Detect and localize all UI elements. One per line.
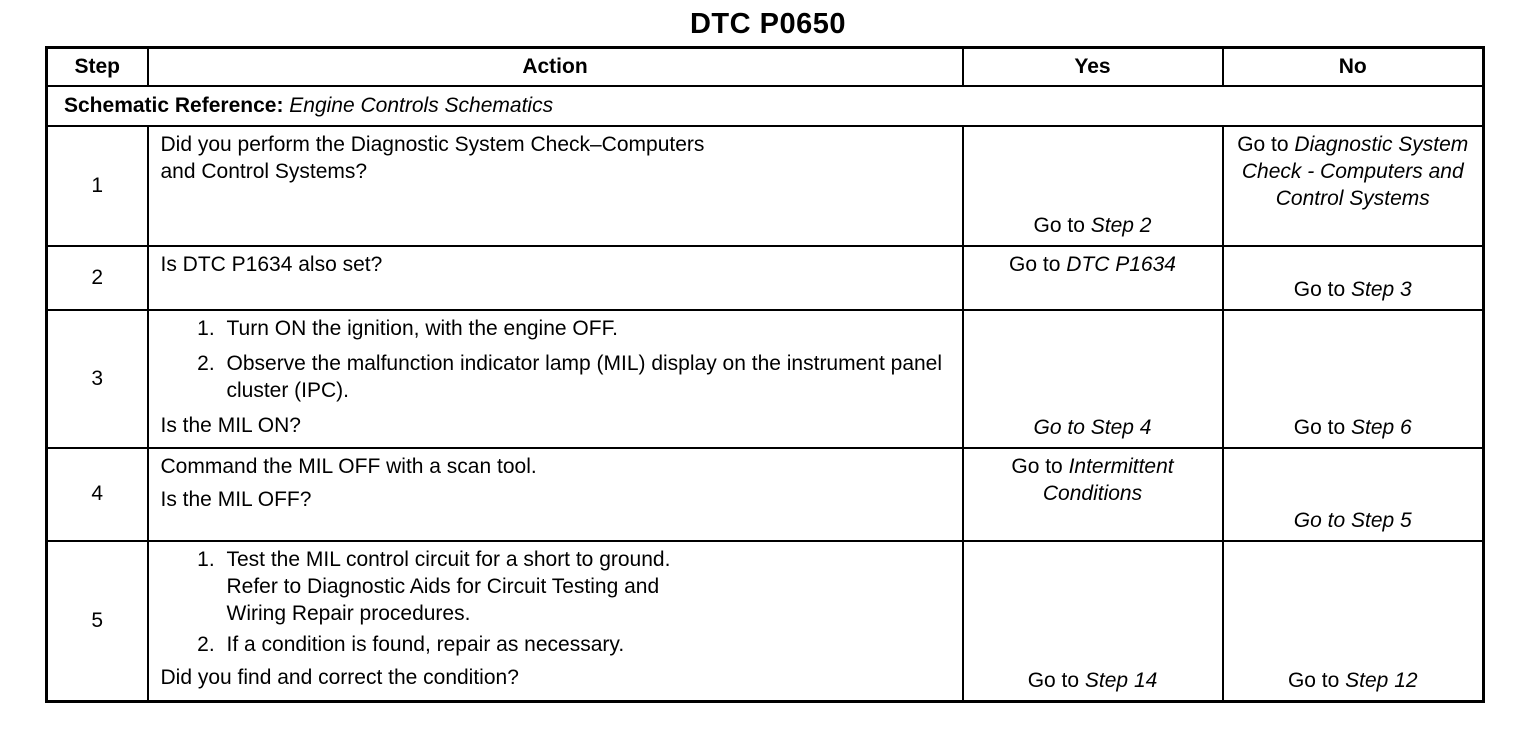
diagnostic-table (45, 46, 1485, 703)
action-cell (148, 448, 963, 541)
step-number: 3 (47, 310, 148, 448)
no-prefix: Go to (1287, 669, 1340, 692)
yes-cell (963, 126, 1223, 246)
yes-target: DTC P1634 (1066, 252, 1176, 276)
no-cell (1223, 310, 1484, 448)
no-target: Step 3 (1351, 277, 1412, 301)
header-action: Action (148, 48, 963, 86)
no-cell (1223, 126, 1484, 246)
table-row (47, 541, 1484, 702)
document-title: DTC P0650 (689, 8, 846, 40)
yes-target: Intermittent Conditions (1042, 454, 1174, 505)
step-number: 1 (47, 126, 148, 246)
table-row (47, 310, 1484, 448)
substep-list (161, 315, 954, 404)
yes-target: Step 14 (1084, 669, 1158, 692)
schematic-reference (47, 86, 1484, 126)
substep-list (161, 546, 954, 658)
yes-cell (963, 448, 1223, 541)
substep: 1. Turn ON the ignition, with the engine OFF. (221, 315, 954, 342)
action-question: Is DTC P1634 also set? (160, 252, 383, 276)
yes-prefix: Go to (1009, 252, 1061, 276)
action-text: Command the MIL OFF with a scan tool. (160, 454, 537, 478)
yes-prefix: Go to (1027, 669, 1080, 692)
action-question: Did you find and correct the condition? (160, 665, 519, 689)
header-yes: Yes (963, 48, 1223, 86)
table-row (47, 448, 1484, 541)
schematic-reference-row (47, 86, 1484, 126)
no-target: Step 12 (1345, 669, 1418, 692)
substep: 2. Observe the malfunction indicator lamp (MIL) display on the instrument panel cluster (IPC). (221, 350, 954, 404)
header-row (47, 48, 1484, 86)
no-target: Go to Step 5 (1293, 508, 1412, 532)
substep: 1. Test the MIL control circuit for a short to ground. Refer to Diagnostic Aids for Circuit Testing and Wiring Repair procedures. (221, 546, 724, 627)
action-cell (148, 246, 963, 310)
no-cell (1223, 448, 1484, 541)
yes-cell (963, 246, 1223, 310)
action-text: and Control Systems? (160, 159, 368, 183)
schematic-reference-label: Schematic Reference: (64, 93, 284, 117)
no-target: Step 6 (1351, 415, 1412, 439)
yes-cell (963, 541, 1223, 702)
action-cell (148, 126, 963, 246)
step-number: 2 (47, 246, 148, 310)
table-row (47, 126, 1484, 246)
no-cell (1223, 246, 1484, 310)
substep: 2. If a condition is found, repair as necessary. (221, 631, 724, 658)
no-target: Diagnostic System Check - Computers and Control Systems (1241, 132, 1469, 210)
step-number: 4 (47, 448, 148, 541)
yes-prefix: Go to (1011, 454, 1063, 478)
yes-target: Go to Step 4 (1033, 415, 1152, 439)
action-question: Is the MIL OFF? (160, 487, 312, 511)
action-cell (148, 310, 963, 448)
yes-prefix: Go to (1033, 213, 1085, 237)
table-row (47, 246, 1484, 310)
step-number: 5 (47, 541, 148, 702)
action-question: Is the MIL ON? (160, 413, 301, 437)
action-cell (148, 541, 963, 702)
action-text: Did you perform the Diagnostic System Check–Computers (160, 132, 705, 156)
no-prefix: Go to (1293, 277, 1346, 301)
header-no: No (1223, 48, 1484, 86)
header-step: Step (47, 48, 148, 86)
no-cell (1223, 541, 1484, 702)
schematic-reference-value: Engine Controls Schematics (289, 93, 554, 117)
no-prefix: Go to (1237, 132, 1289, 156)
yes-target: Step 2 (1090, 213, 1152, 237)
no-prefix: Go to (1293, 415, 1346, 439)
yes-cell (963, 310, 1223, 448)
